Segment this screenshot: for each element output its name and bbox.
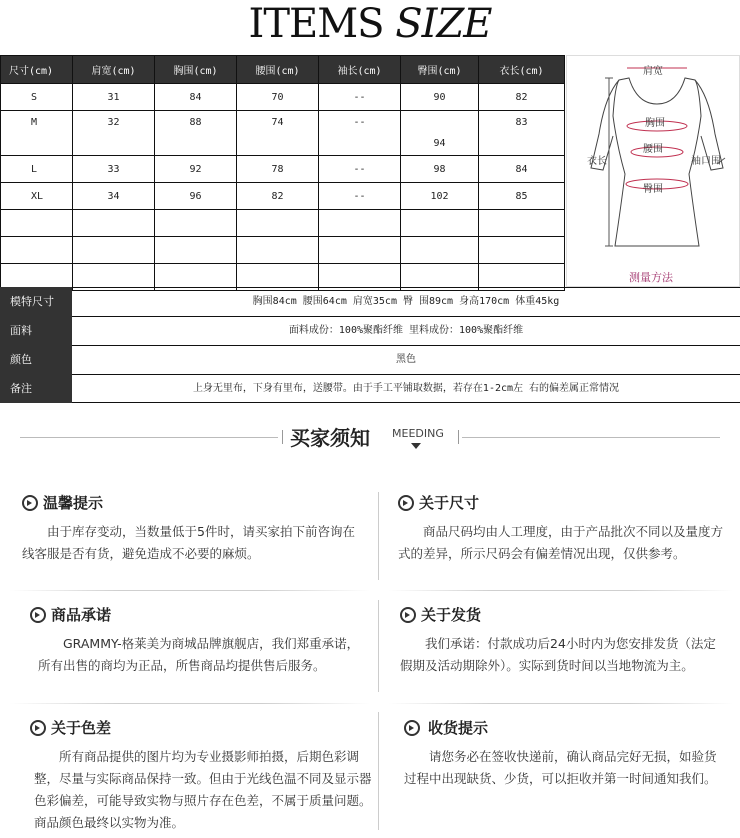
block-text: 由于库存变动，当数量低于5件时，请买家拍下前咨询在线客服是否有货，避免造成不必要的麻烦。 — [22, 524, 355, 561]
table-cell: 34 — [73, 183, 155, 210]
table-row-empty — [1, 210, 565, 237]
play-circle-icon — [398, 495, 414, 511]
divider — [20, 437, 278, 438]
model-size-value: 胸围84cm 腰围64cm 肩宽35cm 臀 围89cm 身高170cm 体重45kg — [72, 287, 740, 316]
play-circle-icon — [22, 495, 38, 511]
table-cell: 78 — [237, 156, 319, 183]
note-label: 备注 — [0, 374, 72, 403]
fabric-value: 面料成份：100%聚酯纤维 里料成份：100%聚酯纤维 — [72, 316, 740, 345]
label-chest: 胸围 — [645, 118, 665, 129]
table-cell: 82 — [237, 183, 319, 210]
table-cell: -- — [319, 111, 401, 156]
notice-heading — [0, 420, 740, 454]
note-value: 上身无里布，下身有里布，送腰带。由于手工平铺取数据，若存在1-2cm左 右的偏差属正常情况 — [72, 374, 740, 403]
title-italic: SIZE — [395, 1, 492, 47]
divider — [378, 712, 379, 830]
table-row — [1, 156, 565, 183]
block-text: 请您务必在签收快递前，确认商品完好无损，如验货过程中出现缺货、少货，可以拒收并第一时间通知我们。 — [404, 749, 717, 786]
table-cell: 33 — [73, 156, 155, 183]
divider — [388, 703, 733, 704]
play-circle-icon — [30, 720, 46, 736]
note-row — [0, 374, 740, 403]
column-header: 尺寸(cm) — [1, 56, 73, 84]
table-cell: 94 — [401, 111, 479, 156]
column-header: 袖长(cm) — [319, 56, 401, 84]
table-cell: 98 — [401, 156, 479, 183]
color-label: 颜色 — [0, 345, 72, 374]
table-cell: 70 — [237, 84, 319, 111]
model-size-row — [0, 287, 740, 316]
column-header: 胸围(cm) — [155, 56, 237, 84]
table-cell: 32 — [73, 111, 155, 156]
divider — [458, 430, 459, 444]
block-title: 收货提示 — [428, 719, 489, 737]
fabric-label: 面料 — [0, 316, 72, 345]
table-cell: -- — [319, 156, 401, 183]
table-row — [1, 183, 565, 210]
label-shoulder: 肩宽 — [643, 66, 663, 77]
table-cell: 88 — [155, 111, 237, 156]
table-cell: 84 — [479, 156, 565, 183]
label-cuff: 袖口围 — [691, 156, 721, 167]
table-row — [1, 84, 565, 111]
block-text: GRAMMY-格莱美为商城品牌旗舰店，我们郑重承诺，所有出售的商均为正品，所售商品均提供售后服务。 — [38, 636, 360, 673]
dress-outline-icon — [567, 56, 740, 288]
block-text: 所有商品提供的图片均为专业摄影师拍摄，后期色彩调整，尽量与实际商品保持一致。但由于光线色温不同及显示器色彩偏差，可能导致实物与照片存在色差，不属于质量问题。商品颜色最终以实物为准。 — [34, 749, 372, 830]
notice-subtitle: MEEDING — [392, 427, 444, 440]
column-header: 臀围(cm) — [401, 56, 479, 84]
table-cell: 96 — [155, 183, 237, 210]
table-cell: 92 — [155, 156, 237, 183]
table-row — [1, 111, 565, 156]
divider — [378, 492, 379, 580]
color-row — [0, 345, 740, 374]
label-waist: 腰围 — [643, 144, 663, 155]
table-cell: L — [1, 156, 73, 183]
model-size-label: 模特尺寸 — [0, 287, 72, 316]
block-text: 商品尺码均由人工理度，由于产品批次不同以及量度方式的差异，所示尺码会有偏差情况出现，仅供参考。 — [398, 524, 724, 561]
table-cell: 84 — [155, 84, 237, 111]
block-title: 关于尺寸 — [419, 494, 480, 512]
size-table — [0, 55, 565, 291]
fabric-row — [0, 316, 740, 345]
play-circle-icon — [404, 720, 420, 736]
color-value: 黑色 — [72, 345, 740, 374]
measurement-figure — [566, 55, 740, 287]
table-cell: 74 — [237, 111, 319, 156]
table-cell: 83 — [479, 111, 565, 156]
table-row-empty — [1, 237, 565, 264]
table-cell: XL — [1, 183, 73, 210]
table-cell: 31 — [73, 84, 155, 111]
column-header: 肩宽(cm) — [73, 56, 155, 84]
play-circle-icon — [30, 607, 46, 623]
block-title: 商品承诺 — [51, 606, 112, 624]
table-cell: 85 — [479, 183, 565, 210]
divider — [388, 590, 733, 591]
table-cell: 90 — [401, 84, 479, 111]
notice-title: 买家须知 — [290, 426, 370, 450]
block-title: 关于色差 — [51, 719, 112, 737]
label-length: 衣长 — [587, 156, 607, 167]
triangle-down-icon — [411, 443, 421, 449]
block-title: 温馨提示 — [43, 494, 104, 512]
table-cell: 82 — [479, 84, 565, 111]
divider — [10, 590, 370, 591]
table-cell: M — [1, 111, 73, 156]
table-cell: -- — [319, 183, 401, 210]
title-main: ITEMS — [248, 1, 384, 47]
block-text: 我们承诺：付款成功后24小时内为您安排发货（法定假期及活动期除外）。实际到货时间以当地物流为主。 — [400, 636, 716, 673]
label-hip: 臀围 — [643, 184, 663, 195]
divider — [282, 430, 283, 444]
column-header: 腰围(cm) — [237, 56, 319, 84]
block-title: 关于发货 — [421, 606, 482, 624]
column-header: 衣长(cm) — [479, 56, 565, 84]
table-cell: -- — [319, 84, 401, 111]
table-cell: 102 — [401, 183, 479, 210]
table-cell: S — [1, 84, 73, 111]
divider — [10, 703, 370, 704]
play-circle-icon — [400, 607, 416, 623]
page-title — [0, 0, 740, 48]
table-header-row — [1, 56, 565, 84]
divider — [378, 600, 379, 692]
figure-caption: 测量方法 — [629, 271, 673, 284]
divider — [462, 437, 720, 438]
